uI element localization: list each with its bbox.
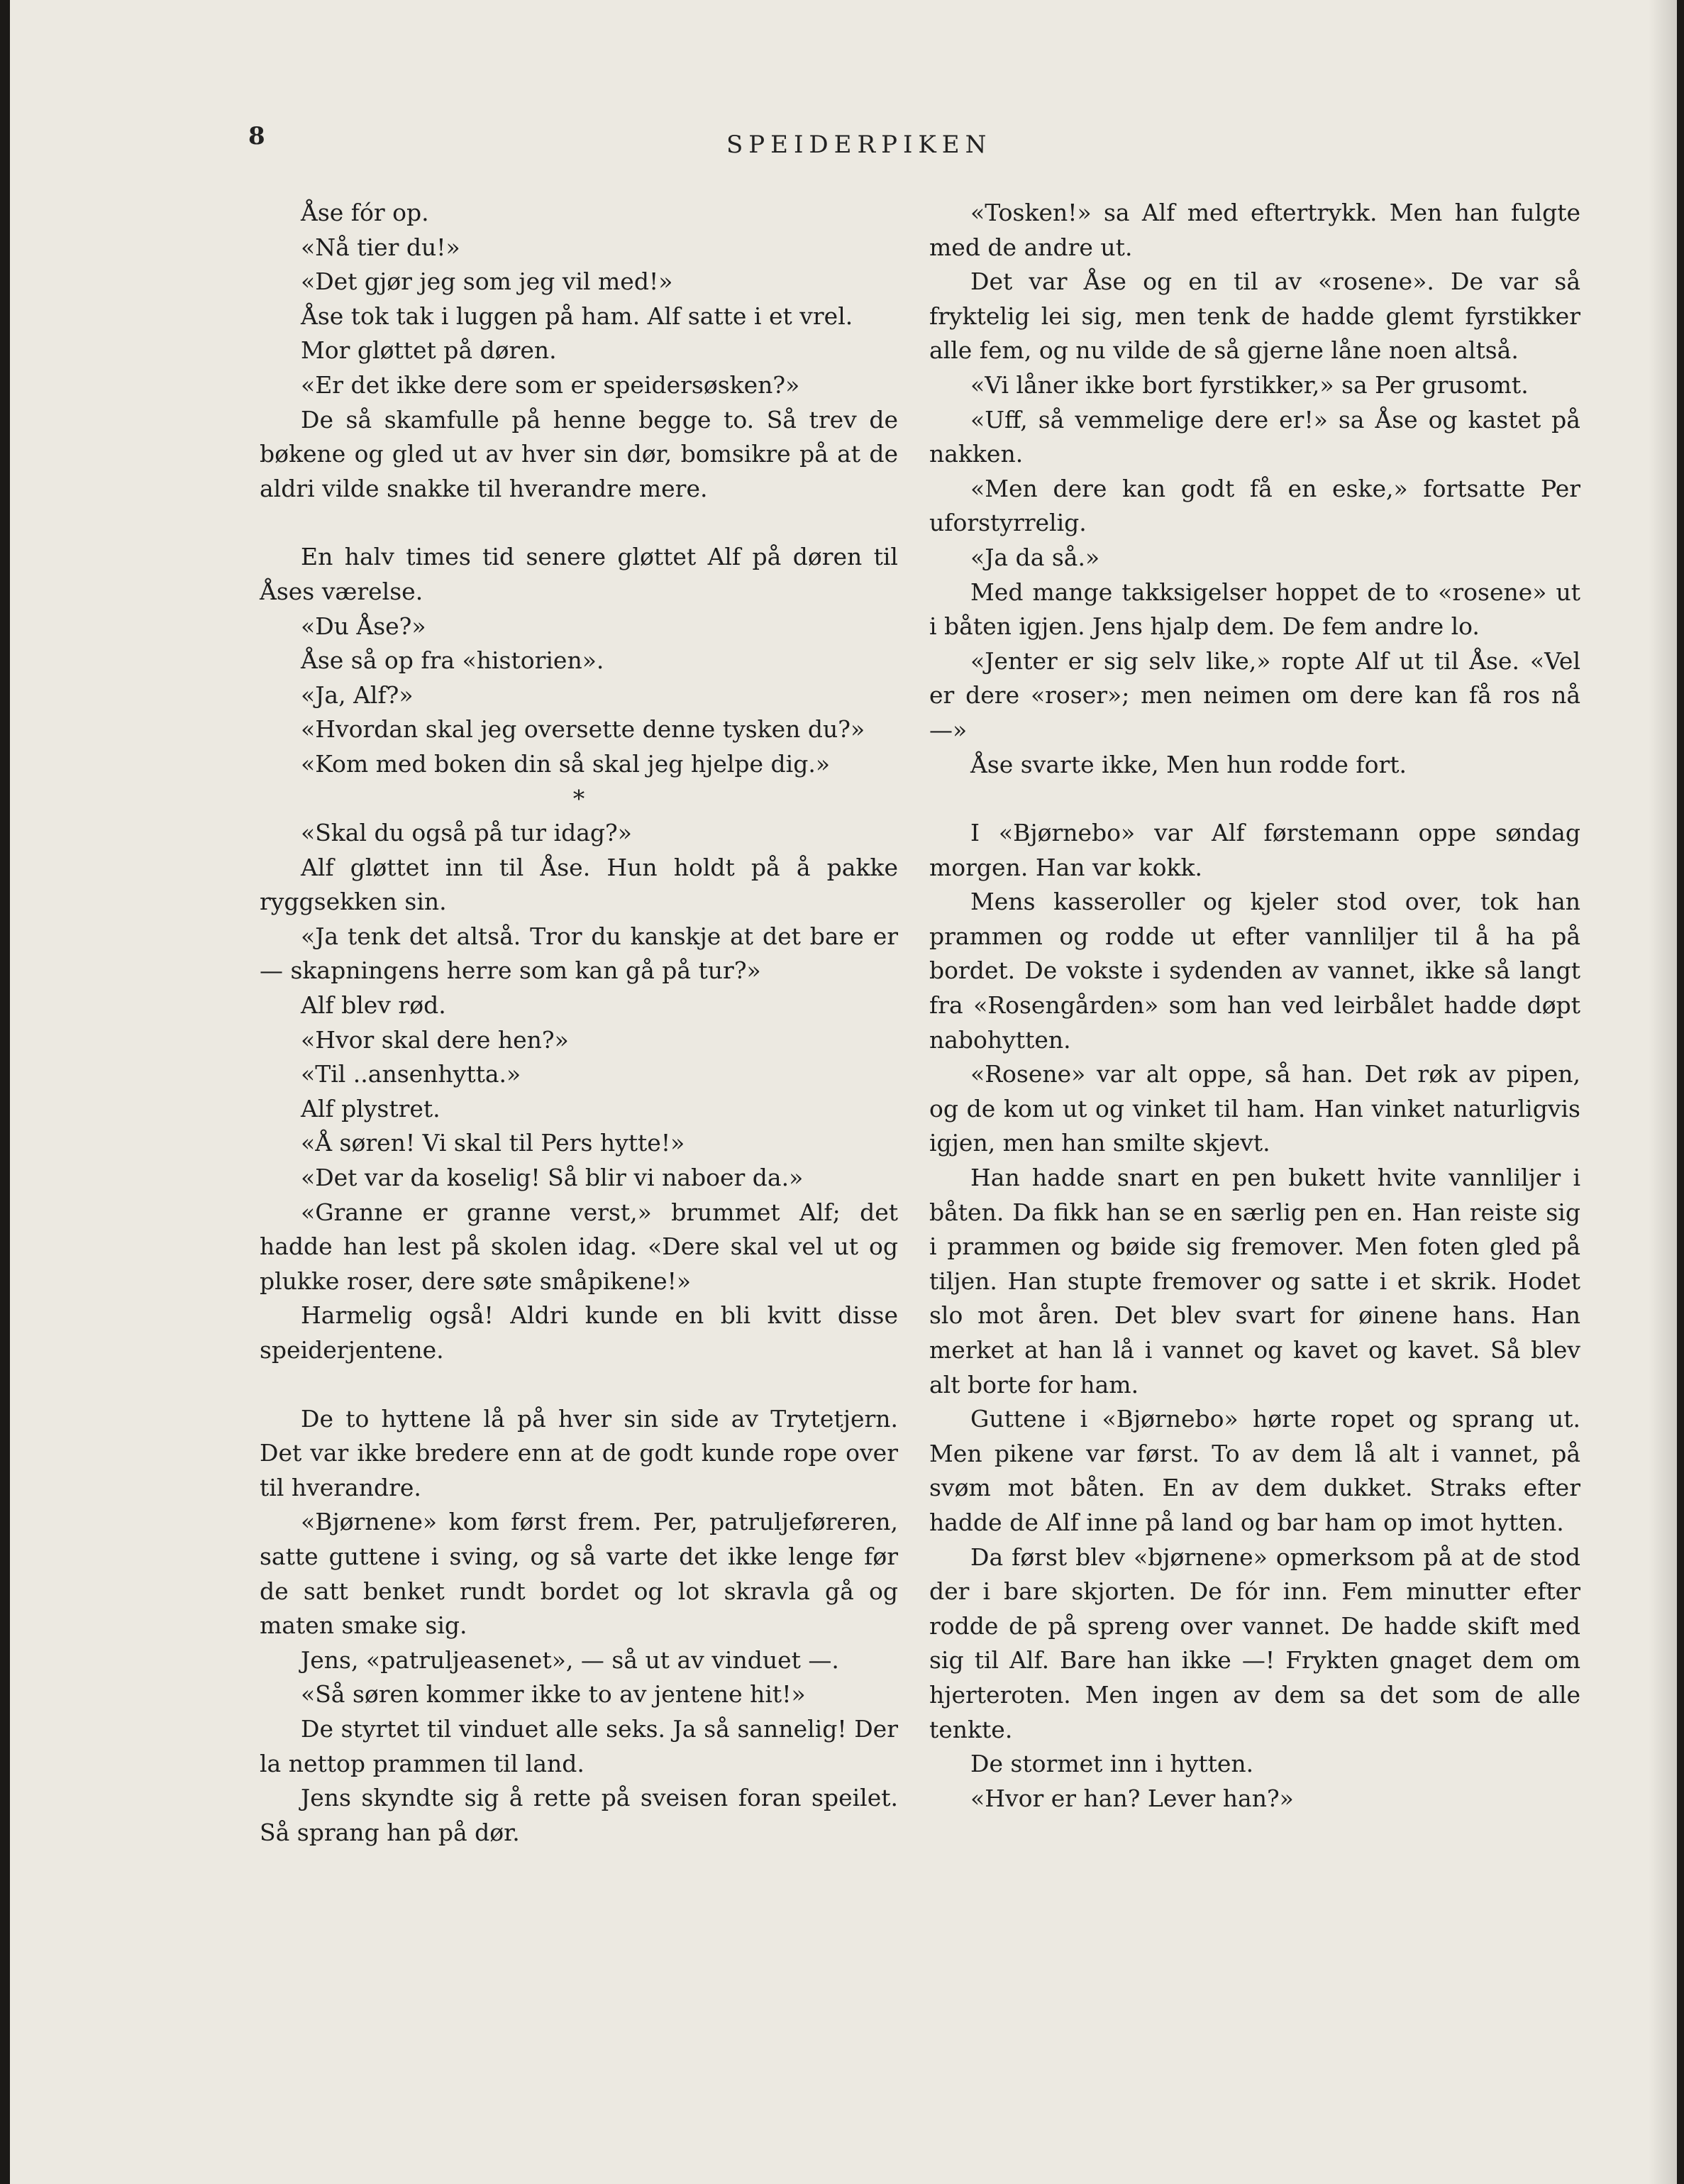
paragraph: De stormet inn i hytten. (970, 1750, 1254, 1778)
paragraph: Det var Åse og en til av «rosene». De var så fryktelig lei sig, men tenk de hadde glemt fyrstikker alle fem, og nu vilde de så gjerne låne noen altså. (929, 268, 1580, 365)
paragraph: «Men dere kan godt få en eske,» fortsatte Per uforstyrrelig. (929, 474, 1580, 537)
paragraph: Mens kasseroller og kjeler stod over, tok han prammen og rodde ut efter vannliljer til å ha på bordet. De vokste i sydenden av vannet, ikke så langt fra «Rosengården» som han ved leirbålet hadde døpt nabohytten. (929, 888, 1580, 1054)
paragraph: «Du Åse?» (301, 612, 426, 640)
paragraph: «Bjørnene» kom først frem. Per, patruljeføreren, satte guttene i sving, og så varte det ikke lenge før de satt benket rundt bordet og lot skravla gå og maten smake sig. (260, 1508, 898, 1640)
paragraph: «Vi låner ikke bort fyrstikker,» sa Per grusomt. (970, 370, 1529, 399)
paragraph: Med mange takksigelser hoppet de to «rosene» ut i båten igjen. Jens hjalp dem. De fem andre lo. (929, 578, 1580, 641)
paragraph: «Ja da så.» (970, 543, 1100, 571)
paragraph: Åse fór op. (301, 199, 429, 226)
section-gap (929, 782, 1580, 816)
paragraph: «Det gjør jeg som jeg vil med!» (301, 268, 673, 296)
right-column (929, 196, 1580, 1816)
paragraph: «Uff, så vemmelige dere er!» sa Åse og kastet på nakken. (929, 405, 1580, 468)
paragraph: «Jenter er sig selv like,» ropte Alf ut til Åse. «Vel er dere «roser»; men neimen om dere kan få ros nå —» (929, 646, 1580, 744)
paragraph: Alf gløttet inn til Åse. Hun holdt på å pakke ryggsekken sin. (260, 853, 898, 916)
paragraph: Harmelig også! Aldri kunde en bli kvitt disse speiderjentene. (260, 1301, 898, 1364)
paragraph: I «Bjørnebo» var Alf førstemann oppe søndag morgen. Han var kokk. (929, 819, 1580, 881)
paragraph: «Ja, Alf?» (301, 680, 414, 709)
paragraph: «Granne er granne verst,» brummet Alf; det hadde han lest på skolen idag. «Dere skal vel ut og plukke roser, dere søte småpikene!» (260, 1198, 898, 1295)
left-column (260, 196, 898, 1850)
paragraph: «Kom med boken din så skal jeg hjelpe dig.» (301, 749, 831, 778)
paragraph: Jens, «patruljeasenet», — så ut av vinduet —. (301, 1645, 839, 1674)
paragraph: Åse så op fra «historien». (301, 646, 604, 675)
paragraph: «Er det ikke dere som er speidersøsken?» (301, 370, 800, 399)
paragraph: «Hvor er han? Lever han?» (970, 1784, 1294, 1812)
paragraph: Alf blev rød. (301, 991, 446, 1020)
paragraph: «Det var da koselig! Så blir vi naboer da.» (301, 1164, 804, 1192)
paragraph: «Hvordan skal jeg oversette denne tysken du?» (301, 715, 865, 744)
paragraph: De to hyttene lå på hver sin side av Trytetjern. Det var ikke bredere enn at de godt kunde rope over til hverandre. (260, 1404, 898, 1501)
paragraph: Mor gløttet på døren. (301, 336, 557, 365)
paragraph: Åse tok tak i luggen på ham. Alf satte i et vrel. (301, 302, 853, 330)
paragraph: Han hadde snart en pen bukett hvite vannliljer i båten. Da fikk han se en særlig pen en. Han reiste sig i prammen og bøide sig fremover. Men foten gled på tiljen. Han stupte fremover og satte i et skrik. Hodet slo mot åren. Det blev svart for øinene hans. Han merket at han lå i vannet og kavet og kavet. Så blev alt borte for ham. (929, 1164, 1580, 1399)
section-gap (260, 506, 898, 540)
paragraph: Alf plystret. (301, 1094, 441, 1123)
paragraph: «Rosene» var alt oppe, så han. Det røk av pipen, og de kom ut og vinket til ham. Han vinket naturligvis igjen, men han smilte skjevt. (929, 1060, 1580, 1157)
section-divider-star: * (572, 784, 585, 812)
paragraph: «Ja tenk det altså. Tror du kanskje at det bare er — skapningens herre som kan gå på tur?» (260, 922, 898, 985)
paragraph: «Nå tier du!» (301, 233, 460, 261)
paragraph: De styrtet til vinduet alle seks. Ja så sannelig! Der la nettop prammen til land. (260, 1714, 898, 1777)
running-title: SPEIDERPIKEN (726, 131, 992, 159)
paragraph: «Skal du også på tur idag?» (301, 819, 632, 847)
magazine-page (10, 0, 1677, 2184)
section-gap (260, 1368, 898, 1402)
paragraph: «Hvor skal dere hen?» (301, 1025, 569, 1054)
paragraph: Åse svarte ikke, Men hun rodde fort. (970, 750, 1407, 778)
paragraph: Da først blev «bjørnene» opmerksom på at de stod der i bare skjorten. De fór inn. Fem minutter efter rodde de på spreng over vannet. De hadde skift med sig til Alf. Bare han ikke —! Frykten gnaget dem om hjerteroten. Men ingen av dem sa det som de alle tenkte. (929, 1543, 1580, 1743)
paragraph: En halv times tid senere gløttet Alf på døren til Åses værelse. (260, 543, 898, 605)
paragraph: «Å søren! Vi skal til Pers hytte!» (301, 1129, 685, 1157)
paragraph: «Så søren kommer ikke to av jentene hit!» (301, 1680, 806, 1709)
paragraph: De så skamfulle på henne begge to. Så trev de bøkene og gled ut av hver sin dør, bomsikre på at de aldri vilde snakke til hverandre mere. (260, 405, 898, 502)
page-number: 8 (248, 122, 265, 150)
paragraph: «Til ..ansenhytta.» (301, 1060, 521, 1088)
paragraph: Guttene i «Bjørnebo» hørte ropet og sprang ut. Men pikene var først. To av dem lå alt i vannet, på svøm mot båten. En av dem dukket. Straks efter hadde de Alf inne på land og bar ham op imot hytten. (929, 1405, 1580, 1536)
paragraph: «Tosken!» sa Alf med eftertrykk. Men han fulgte med de andre ut. (929, 199, 1580, 261)
paragraph: Jens skyndte sig å rette på sveisen foran speilet. Så sprang han på dør. (260, 1784, 898, 1846)
